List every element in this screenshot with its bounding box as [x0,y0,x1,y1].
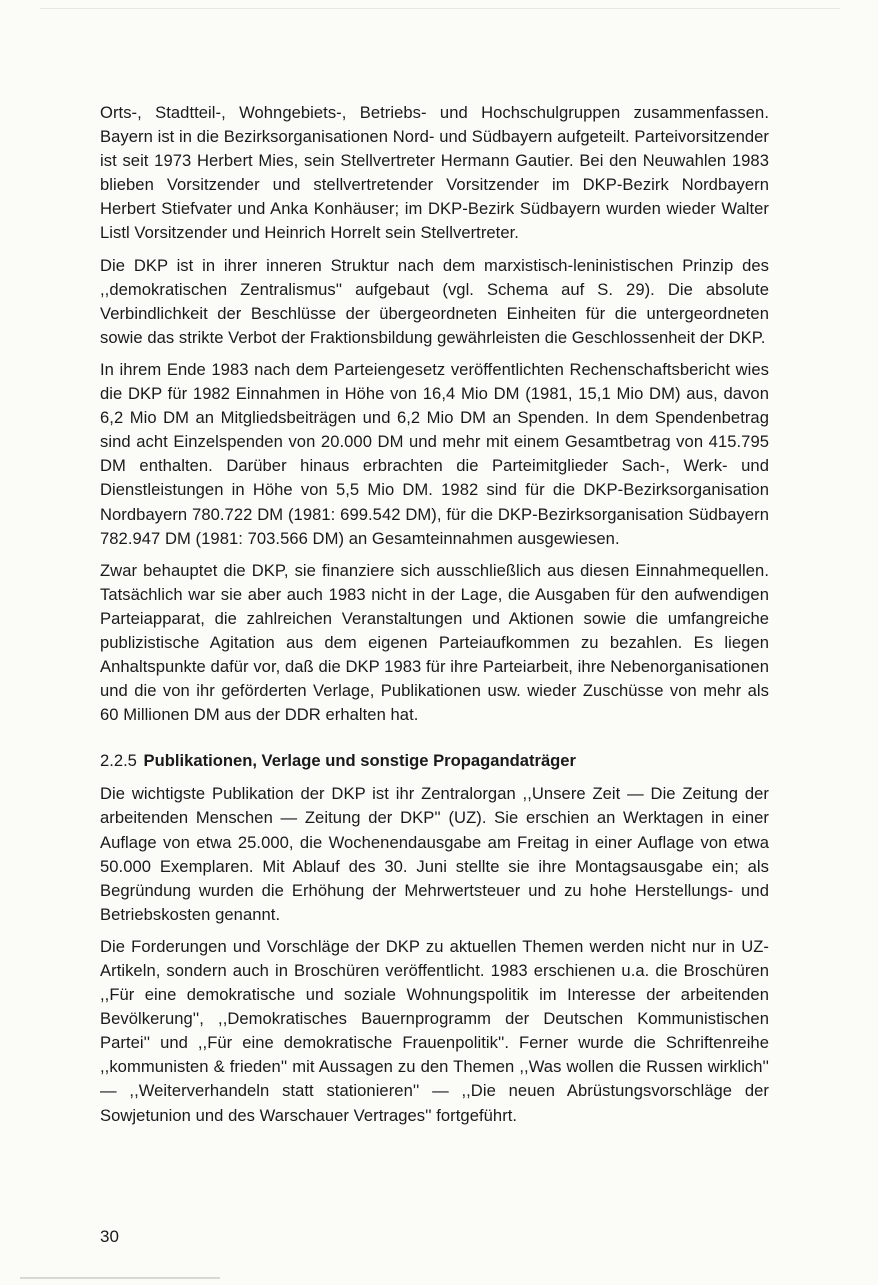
page-top-edge [40,8,840,9]
section-title: Publikationen, Verlage und sonstige Propagandaträger [143,751,576,771]
page-body [100,101,769,1136]
page-bottom-edge [20,1277,220,1279]
section-heading [100,749,769,773]
paragraph-party-organization: Orts-, Stadtteil-, Wohngebiets-, Betriebs- und Hochschulgruppen zusammenfassen. Bayern ist in die Bezirksorganisationen Nord- und Südbayern aufgeteilt. Parteivorsitzender ist seit 1973 Herbert Mies, sein Stellvertreter Hermann Gautier. Bei den Neuwahlen 1983 blieben Vorsitzender und stellvertretender Vorsitzender im DKP-Bezirk Nordbayern Herbert Stiefvater und Anka Konhäuser; im DKP-Bezirk Südbayern wurden wieder Walter Listl Vorsitzender und Heinrich Horrelt sein Stellvertreter. [100,103,769,243]
paragraph-financing-claims: Zwar behauptet die DKP, sie finanziere sich ausschließlich aus diesen Einnahmequellen. Tatsächlich war sie aber auch 1983 nicht in der Lage, die Ausgaben für den aufwendigen Parteiapparat, die zahlreichen Veranstaltungen und Aktionen sowie die umfangreiche publizistische Agitation aus dem eigenen Parteiaufkommen zu bezahlen. Es liegen Anhaltspunkte dafür vor, daß die DKP 1983 für ihre Parteiarbeit, ihre Nebenorganisationen und die von ihr geförderten Verlage, Publikationen usw. wieder Zuschüsse von mehr als 60 Millionen DM aus der DDR erhalten hat. [100,560,769,725]
paragraph-brochures: Die Forderungen und Vorschläge der DKP zu aktuellen Themen werden nicht nur in UZ-Artikeln, sondern auch in Broschüren veröffentlicht. 1983 erschienen u.a. die Broschüren ,,Für eine demokratische und soziale Wohnungspolitik im Interesse der arbeitenden Bevölkerung'', ,,Demokratisches Bauernprogramm der Deutschen Kommunistischen Partei'' und ,,Für eine demokratische Frauenpolitik''. Ferner wurde die Schriftenreihe ,,kommunisten & frieden'' mit Aussagen zu den Themen ,,Was wollen die Russen wirklich'' — ,,Weiterverhandeln statt stationieren'' — ,,Die neuen Abrüstungsvorschläge der Sowjetunion und des Warschauer Vertrages'' fortgeführt. [100,936,769,1125]
paragraph-internal-structure: Die DKP ist in ihrer inneren Struktur nach dem marxistisch-leninistischen Prinzip des ,,demokratischen Zentralismus'' aufgebaut (vgl. Schema auf S. 29). Die absolute Verbindlichkeit der Beschlüsse der übergeordneten Einheiten für die untergeordneten sowie das strikte Verbot der Fraktionsbildung gewährleisten die Geschlossenheit der DKP. [100,255,769,347]
page-number: 30 [100,1227,119,1246]
paragraph-financial-report: In ihrem Ende 1983 nach dem Parteiengesetz veröffentlichten Rechenschaftsbericht wies die DKP für 1982 Einnahmen in Höhe von 16,4 Mio DM (1981, 15,1 Mio DM) aus, davon 6,2 Mio DM an Mitgliedsbeiträgen und 6,2 Mio DM an Spenden. In dem Spendenbetrag sind acht Einzelspenden von 20.000 DM und mehr mit einem Gesamtbetrag von 415.795 DM enthalten. Darüber hinaus erbrachten die Parteimitglieder Sach-, Werk- und Dienstleistungen in Höhe von 5,5 Mio DM. 1982 sind für die DKP-Bezirksorganisation Nordbayern 780.722 DM (1981: 699.542 DM), für die DKP-Bezirksorganisation Südbayern 782.947 DM (1981: 703.566 DM) an Gesamteinnahmen ausgewiesen. [100,359,769,548]
paragraph-central-organ: Die wichtigste Publikation der DKP ist ihr Zentralorgan ,,Unsere Zeit — Die Zeitung der arbeitenden Menschen — Zeitung der DKP'' (UZ). Sie erschien an Werktagen in einer Auflage von etwa 25.000, die Wochenendausgabe am Freitag in einer Auflage von etwa 50.000 Exemplaren. Mit Ablauf des 30. Juni stellte sie ihre Montagsausgabe ein; als Begründung wurden die Erhöhung der Mehrwertsteuer und zu hohe Herstellungs- und Betriebskosten genannt. [100,784,769,924]
section-number: 2.2.5 [100,751,137,771]
